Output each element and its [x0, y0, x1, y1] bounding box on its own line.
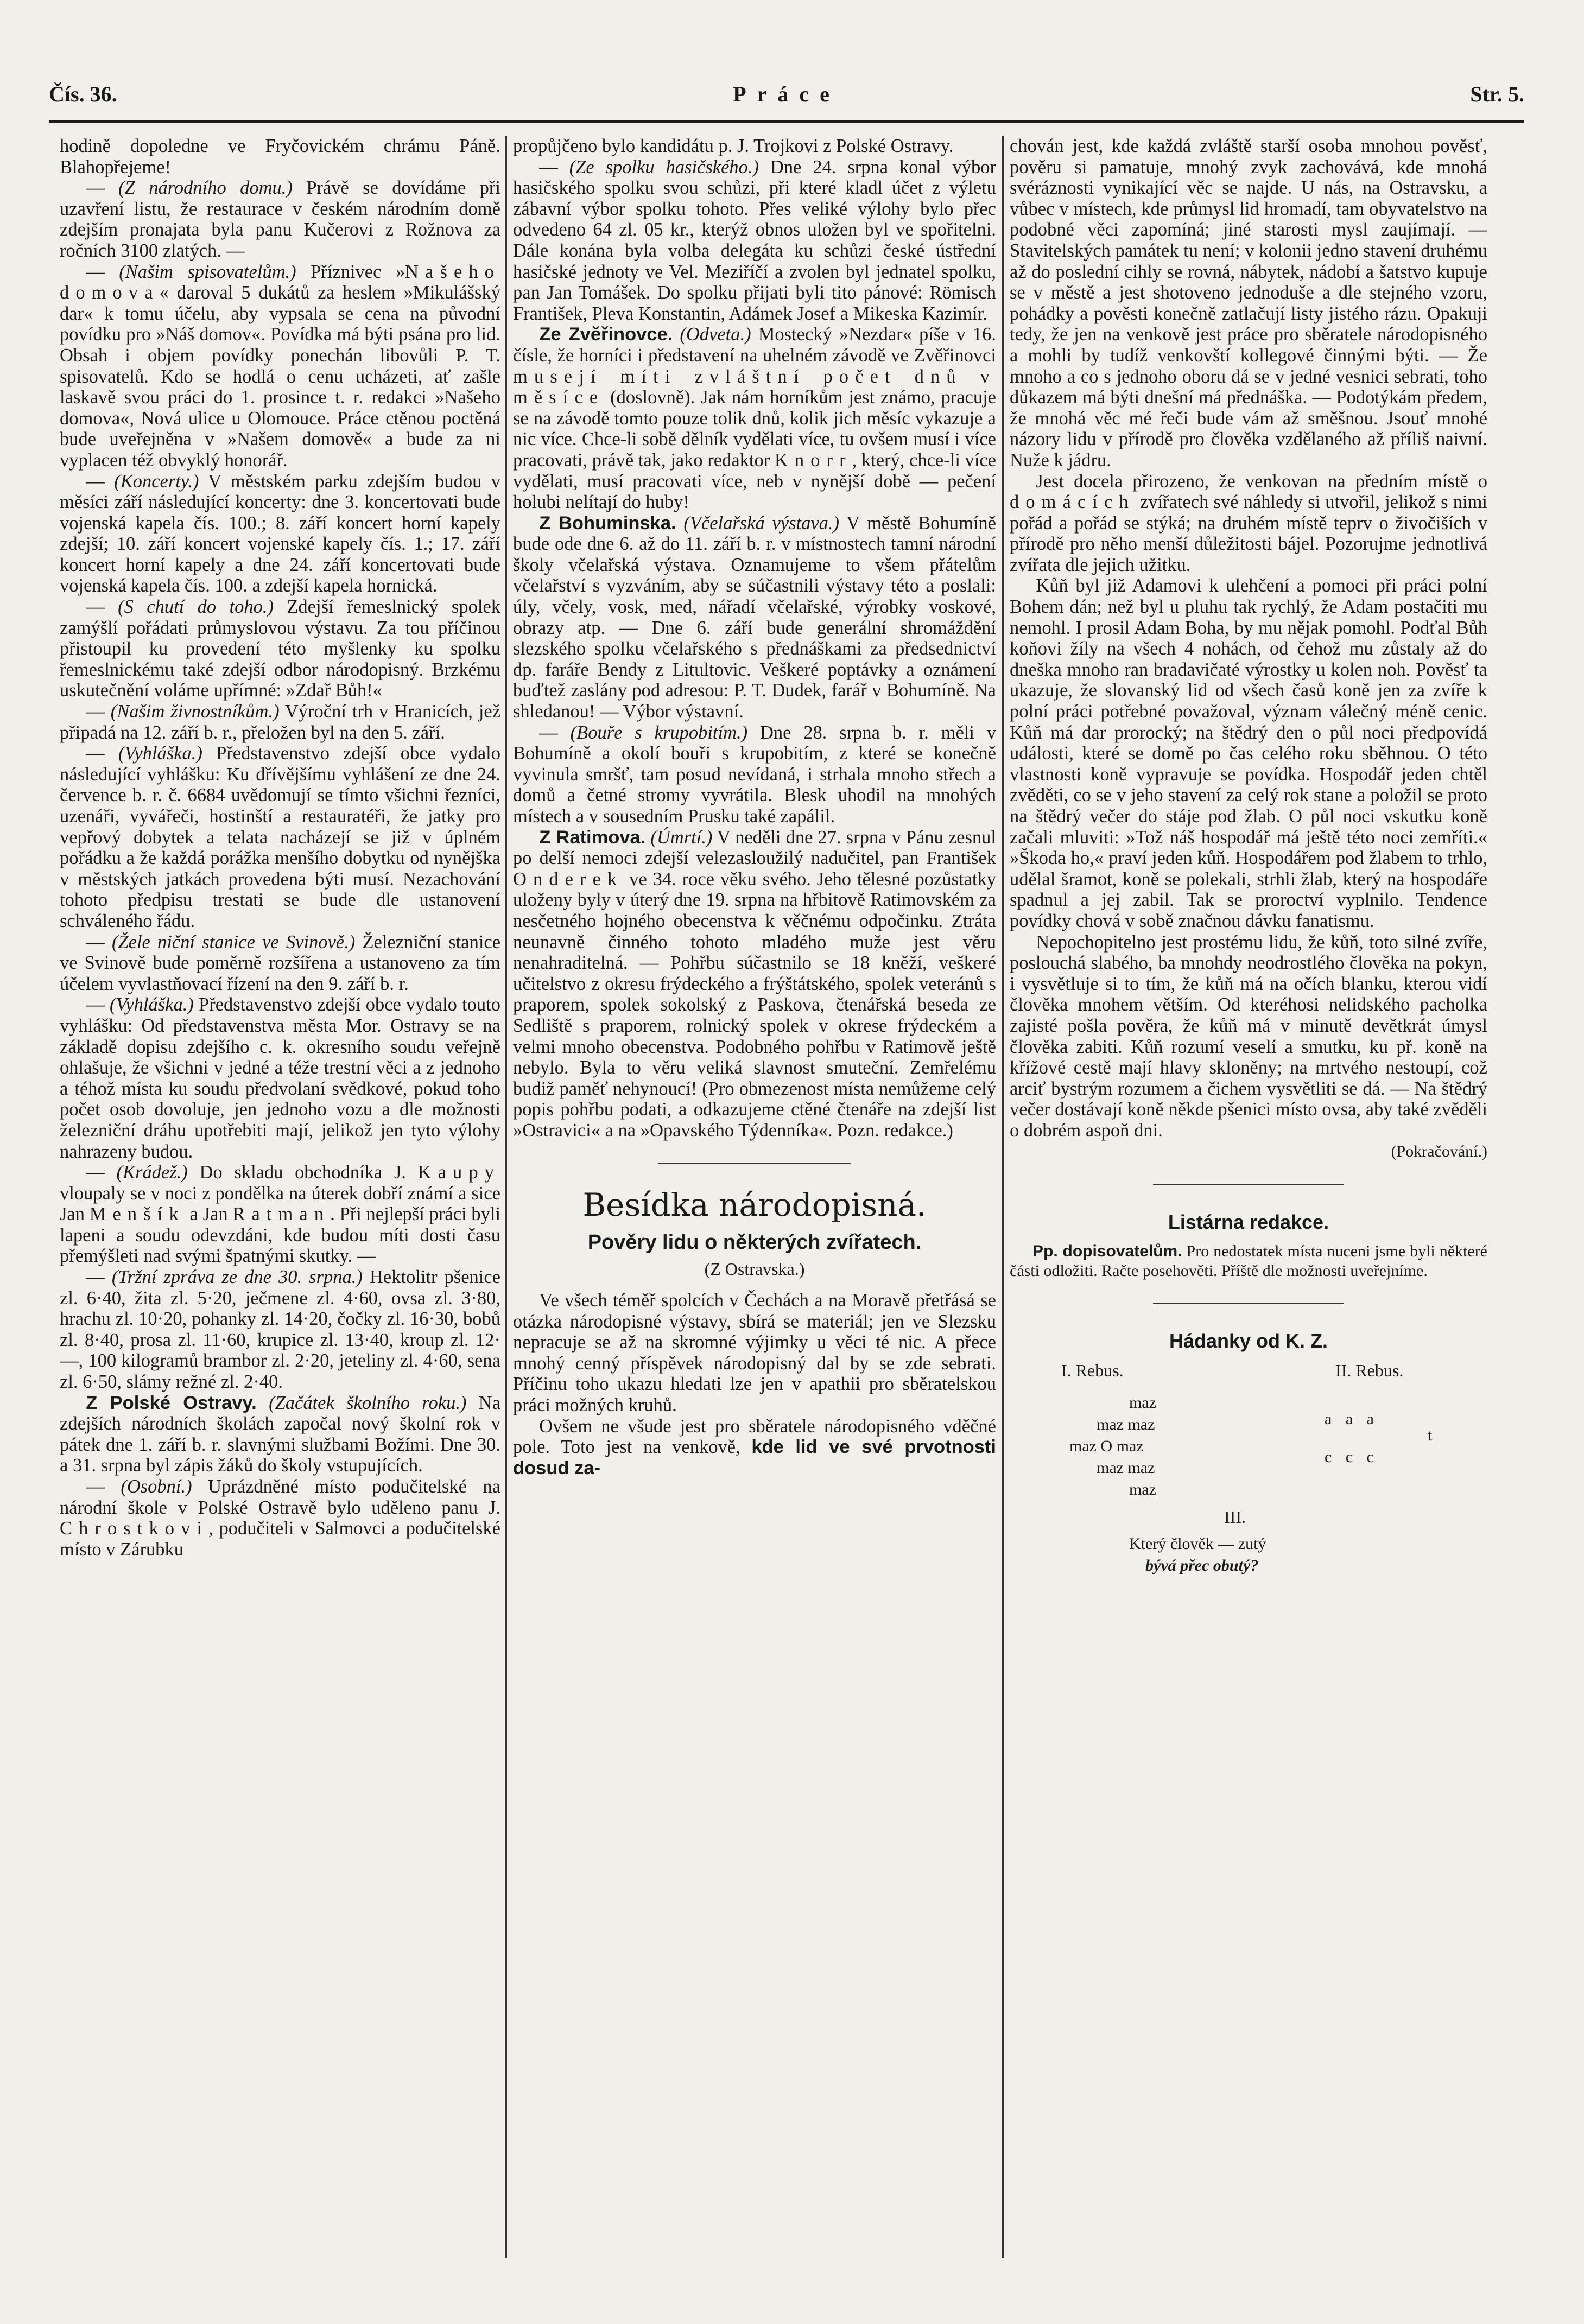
column-divider-1: [505, 136, 507, 2258]
item-text: Jest docela přirozeno, že venkovan na předním místě o: [1036, 471, 1487, 492]
rebus-2-letters: a a a: [1325, 1410, 1379, 1428]
column-divider-2: [1002, 136, 1004, 2258]
item-title: (Našim živnostníkům.): [110, 701, 280, 722]
item-title: (Odveta.): [680, 324, 751, 345]
item-title: (Osobní.): [121, 1476, 192, 1497]
issue-number: Čís. 36.: [49, 82, 117, 106]
place-heading: Z Polské Ostravy.: [86, 1392, 257, 1413]
item-text: Do skladu obchodníka J.: [199, 1162, 406, 1183]
riddles-title: Hádanky od K. Z.: [1169, 1329, 1328, 1352]
column-3: [1010, 136, 1487, 2285]
continued-note: (Pokračování.): [1391, 1142, 1487, 1160]
page-number: Str. 5.: [1470, 82, 1524, 106]
spaced-name: Onderek: [513, 868, 624, 890]
paragraph: chován jest, kde každá zvláště starší osoba mnohou pověsť, pověru si pamatuje, mnohý zvyk zachovává, kde mnohá svéráznosti vynikající věc se najde. U nás, na Ostravsku, a vůbec v místech, kde průmysl lid hromadí, tam obyvatelstvo na podobné věci zapomíná; jiné starosti mysl zaujímají. — Stavitelských památek tu není; v kolonii jedno stavení druhému až do poslední cihly se rovná, nábytek, nádobí a šatstvo kupuje se v městě a jest shotoveno jednoduše a dle stejného vzoru, pohádky a pověsti konečně zatlačují listy jistého rázu. Opakuji tedy, že jen na venkově jest práce pro sběratele národopisného a mohli by tudíž venkovští kollegové činnými býti. — Že mnoho a co s jednoho oboru dá se v jedné vesnici sebrati, toho důkazem má býti dnešní má přednáška. — Podotýkám předem, že mnohá věc mé řeči bude vám až směšnou. Jsouť mnohé názory lidu v přírodě pro člověka vzdělaného až příliš naivní. Nuže k jádru.: [1010, 136, 1487, 471]
news-item: [513, 513, 996, 722]
item-text: V městě Bohumíně bude ode dne 6. až do 11. září b. r. v místnostech tamní národní školy včelařská výstava. Oznamujeme to všem přátelům včelařství s vyzváním, aby se súčastnili výstavy této a poslali: úly, včely, vosk, med, nářadí včelařské, výrobky voskové, obrazy atp. — Dne 6. září bude generální shromáždění slezského spolku včelařského s přednáškami za předsednictví dp. faráře Bendy z Litultovic. Veškeré poptávky a oznámení buďtež zaslány pod adresou: P. T. Dudek, farář v Bohumíně. Na shledanou! — Výbor výstavní.: [513, 512, 996, 722]
rebus-1-word: maz: [1129, 1394, 1156, 1412]
spaced-name: Chrostkovi: [60, 1518, 209, 1539]
rebus-2-label: II. Rebus.: [1335, 1361, 1404, 1381]
header-rule: [49, 120, 1524, 123]
news-item: — (Tržní zpráva ze dne 30. srpna.) Hektolitr pšenice zl. 6·40, žita zl. 5·20, ječmene zl. 4·60, ovsa zl. 3·80, hrachu zl. 10·20, pohanky zl. 14·20, čočky zl. 16·30, bobů zl. 8·40, prosa zl. 11·60, krupice zl. 13·40, kroup zl. 12·—, 100 kilogramů brambor zl. 2·20, jeteliny zl. 4·60, sena zl. 6·50, slámy režné zl. 2·40.: [60, 1267, 500, 1393]
item-text: (doslovně). Jak nám horníkům jest známo, pracuje se na závodě tomto pouze tolik dnů, kolik jich měsíc vykazuje a nic více. Chce-li sobě dělník vydělati více, tu ovšem musí i více pracovati, právě tak, jako redaktor: [513, 387, 996, 471]
paragraph: Nepochopitelno jest prostému lidu, že kůň, toto silné zvíře, poslouchá slabého, ba mnohdy neodrostlého člověka na pokyn, i vysvětluje si to tím, že kůň má na očích blanku, kterou vidí člověka mnohem větším. Od kteréhosi nelidského pacholka zajisté pošla pověra, že kůň má v minutě devětkrát úmysl člověka zabiti. Kůň rozumí veselí a smutku, ku př. koně na křížové cestě mají hlavy skloněny; na mrtvého nestoupí, což arciť bystrým rozumem a čichem vysvětliti se dá. — Na štědrý večer dostávají koně někde pšenici místo ovsa, aby také zvěděli o dobrém aspoň dni.: [1010, 931, 1487, 1141]
rebus-1-label: I. Rebus.: [1061, 1361, 1124, 1381]
item-text: Mostecký »Nezdar« píše v 16. čísle, že horníci i představení na uhelném závodě ve Zvěřinovci: [513, 324, 996, 366]
paragraph: Kůň byl již Adamovi k ulehčení a pomoci při práci polní Bohem dán; než byl u pluhu tak rychlý, že Adam postačiti mu nemohl. I prosil Adam Boha, by mu nějak pomohl. Podťal Bůh koňovi žíly na všech 4 nohách, od čehož mu zůstaly až do dneška mnoho ran bradavičaté výrostky u kolen noh. Pověsť ta ukazuje, že slovanský lid od všech časů koně jen za zvíře k polní práci potřebné považoval, význam válečný méně cenic. Kůň má dar prorocký; na štědrý den o půl noci předpovídá události, které se domě po čas celého roku sběhnou. O této vlastnosti koně vypravuje se povídka. Hospodář jeden chtěl zvěděti, co se v jeho stavení za celý rok stane a položil se proto na štědrý večer do stáje pod žlab. O půl noci vskutku koně začali mluviti: »Tož náš hospodář má ještě této noci zemříti.« »Škoda ho,« praví jeden kůň. Hospodářem pod žlabem to trhlo, udělal šramot, koně se polekali, strhli žlab, který na hospodáře spadnul a jej zabil. Tak se proroctví vyplnilo. Tendence povídky chová v sobě značnou dávku fanatismu.: [1010, 575, 1487, 931]
item-title: (Vyhláška.): [118, 743, 202, 764]
rebus-1-word: maz O maz: [1069, 1437, 1144, 1456]
riddle-3-line: Který člověk — zutý: [1129, 1535, 1266, 1553]
column-2: [513, 136, 996, 2285]
item-text: Zdejší řemeslnický spolek zamýšlí pořádati průmyslovou výstavu. Za tou příčinou přistoupil ku provedení této myšlenky ku spolku řemeslnickému také zdejší odbor národopisný. Brzkému uskutečnění voláme upřímné: »Zdař Bůh!«: [60, 596, 500, 701]
item-text: zvířatech své náhledy si utvořil, jelikož s nimi pořád a pořád se stýká; na druhém místě teprv o živočiších v přírodě pro něho menší důležitosti bájel. Pozorujme jednotlivá zvířata dle jejich užitku.: [1010, 492, 1487, 575]
section-divider: [658, 1163, 851, 1164]
item-text: Dne 24. srpna konal výbor hasičského spolku svou schůzi, při které kladl účet z výletu zábavní výbor spolku tohoto. Přes veliké výlohy bylo přec odvedeno 64 zl. 05 kr., kterýž obnos uložen byl ve spořitelni. Dále konána byla volba delegáta ku schůzi české ústřední hasičské jednoty ve Vel. Meziříčí a zvolen byl jednatel spolku, pan Jan Tomášek. Do spolku přijati byli tito pánové: Römisch František, Pleva Konstantin, Adámek Josef a Mikeska Kazimír.: [513, 156, 996, 324]
editorial-note: [1010, 1242, 1487, 1281]
section-title: Besídka národopisná.: [582, 1186, 927, 1223]
item-title: (Začátek školního roku.): [269, 1392, 467, 1413]
spaced-name: Menšík: [89, 1204, 185, 1225]
section-subtitle: Pověry lidu o některých zvířatech.: [587, 1230, 922, 1254]
place-heading: Ze Zvěřinovce.: [539, 324, 673, 345]
item-text: Výroční trh v Hranicích, jež připadá na 12. září b. r., přeložen byl na den 5. září.: [60, 701, 500, 743]
editorial-box-title: Listárna redakce.: [1168, 1211, 1329, 1234]
paragraph: [513, 1416, 996, 1479]
spaced-name: Kaupy: [417, 1162, 500, 1183]
item-title: (Úmrtí.): [650, 827, 713, 848]
rebus-2-letter: t: [1428, 1426, 1433, 1445]
rebus-1-word: maz maz: [1097, 1415, 1155, 1434]
news-item: [60, 1393, 500, 1476]
note-label: Pp. dopisovatelům.: [1032, 1242, 1182, 1260]
item-text: . Při nejlepší práci byli lapeni a soudu odevzdáni, kde budou míti dosti času přemýšleti nad svými špatnými skutky. —: [60, 1204, 500, 1267]
item-title: (Bouře s krupobitím.): [570, 722, 748, 743]
place-heading: Z Bohuminska.: [539, 512, 676, 534]
item-title: (Včelařská výstava.): [683, 512, 840, 534]
rebus-1-word: maz maz: [1097, 1459, 1155, 1477]
news-item: — (Osobní.) Uprázdněné místo podučitelské na národní škole v Polské Ostravě bylo uděleno panu J. Chrostkovi, podučiteli v Salmovci a podučitelské místo v Zárubku: [60, 1476, 500, 1560]
item-text: Představenstvo zdejší obce vydalo touto vyhlášku: Od představenstva města Mor. Ostravy se na základě dopisu zdejšího c. k. okresního soudu veřejně ohlašuje, že všichni v jedné a téže trestní věci a z jednoho a téhož místa ku soudu předvolaní svědkové, pokud toho počet osob dovoluje, jen jednoho vozu a dle možnosti železniční dráhu upotřebiti mají, jelikož jen tyto výlohy nahrazeny budou.: [60, 994, 500, 1162]
item-text: , který, chce-li více vydělati, musí pracovati více, neb v nynější době — pečení holubi nelítají do huby!: [513, 449, 996, 513]
note-text: Pro nedostatek místa nuceni jsme byli některé části odložiti. Račte posehověti. Příště dle možnosti uveřejníme.: [1010, 1242, 1487, 1280]
news-item: — (Ze spolku hasičského.) Dne 24. srpna konal výbor hasičského spolku svou schůzi, při které kladl účet z výletu zábavní výbor spolku tohoto. Přes veliké výlohy bylo přec odvedeno 64 zl. 05 kr., kterýž obnos uložen byl ve spořitelni. Dále konána byla volba delegáta ku schůzi české ústřední hasičské jednoty ve Vel. Meziříčí a zvolen byl jednatel spolku, pan Jan Tomášek. Do spolku přijati byli tito pánové: Römisch František, Pleva Konstantin, Adámek Josef a Mikeska Kazimír.: [513, 156, 996, 324]
section-divider: [1153, 1303, 1344, 1304]
item-text: Dne 28. srpna b. r. měli v Bohumíně a okolí bouři s krupobitím, z které se konečně vyvinula smršť, tam posud nevídaná, i strhala mnoho střech a domů a četné stromy vyvrátila. Blesk uhodil na mnohých místech a v sousedním Prusku také zapálil.: [513, 722, 996, 827]
news-item: — (Koncerty.) V městském parku zdejším budou v měsíci září následující koncerty: dne 3. koncertovati bude vojenská kapela čís. 100.; 8. září koncert horní kapely zdejší; 10. září koncert vojenské kapely čís. 1.; 17. září koncert horní kapely a dne 24. září koncertovati bude vojenská kapela čís. 100. a zdejší kapela hornická.: [60, 471, 500, 596]
column-1: [60, 136, 500, 2285]
spaced-text: domácích: [1010, 492, 1135, 513]
news-item: — (Bouře s krupobitím.) Dne 28. srpna b. r. měli v Bohumíně a okolí bouři s krupobitím, z které se konečně vyvinula smršť, tam posud nevídaná, i strhala mnoho střech a domů a četné stromy vyvrátila. Blesk uhodil na mnohých místech a v sousedním Prusku také zapálil.: [513, 722, 996, 827]
item-title: (Tržní zpráva ze dne 30. srpna.): [111, 1267, 363, 1288]
bold-text: kde lid ve své prvotnosti dosud za-: [513, 1437, 996, 1478]
rebus-1-word: maz: [1129, 1481, 1156, 1499]
news-item: — (S chutí do toho.) Zdejší řemeslnický spolek zamýšlí pořádati průmyslovou výstavu. Za tou příčinou přistoupil ku provedení této myšlenky ku spolku řemeslnickému také zdejší odbor národopisný. Brzkému uskutečnění voláme upřímné: »Zdař Bůh!«: [60, 596, 500, 701]
item-title: (S chutí do toho.): [118, 596, 274, 618]
item-title: (Koncerty.): [114, 471, 199, 492]
paragraph: hodině dopoledne ve Fryčovickém chrámu Páně. Blahopřejeme!: [60, 136, 500, 177]
news-item: — (Vyhláška.) Představenstvo zdejší obce vydalo následující vyhlášku: Ku dřívějšímu vyhlášení ze dne 24. července b. r. č. 6684 uvědomují se tímto všichni řezníci, uzenáři, vyvářeči, hostinští a restauratéři, že jatky pro vepřový dobytek a telata nacházejí se již v úplném pořádku a že každá porážka menšího dobytku od nynějška v městských jatkách provedena býti musí. Nezachování tohoto předpisu trestati se bude dle ustanovení schváleného řádu.: [60, 743, 500, 931]
news-item: — (Žele niční stanice ve Svinově.) Železniční stanice ve Svinově bude poměrně rozšířena a ustanoveno za tím účelem vyvlastňovací řízení na den 9. září b. r.: [60, 931, 500, 994]
item-text: Železniční stanice ve Svinově bude poměrně rozšířena a ustanoveno za tím účelem vyvlastňovací řízení na den 9. září b. r.: [60, 931, 500, 994]
item-text: Ovšem ne všude jest pro sběratele národopisného vděčné pole. Toto jest na venkově,: [513, 1415, 996, 1458]
section-divider: [1153, 1184, 1344, 1185]
item-text: , podučiteli v Salmovci a podučitelské místo v Zárubku: [60, 1518, 500, 1560]
rebus-2-letters: c c c: [1325, 1448, 1379, 1466]
item-title: (Z národního domu.): [118, 177, 293, 199]
item-text: Uprázdněné místo podučitelské na národní škole v Polské Ostravě bylo uděleno panu J.: [60, 1476, 500, 1518]
spaced-text: musejí míti zvláštní počet dnů v měsíce: [513, 366, 996, 408]
item-text: Právě se dovídáme při uzavření listu, že restaurace v českém národním domě zdejším pronajata byla panu Kučerovi z Rožnova za ročních 3100 zlatých. —: [60, 177, 500, 261]
riddle-3-label: III.: [1224, 1507, 1246, 1527]
item-text: Hektolitr pšenice zl. 6·40, žita zl. 5·20, ječmene zl. 4·60, ovsa zl. 3·80, hrachu zl. 10·20, pohanky zl. 14·20, čočky zl. 16·30, bobů zl. 8·40, prosa zl. 11·60, krupice zl. 13·40, kroup zl. 12·—, 100 kilogramů brambor zl. 2·20, jeteliny zl. 4·60, sena zl. 6·50, slámy režné zl. 2·40.: [60, 1267, 500, 1393]
spaced-text: Našeho domova: [60, 261, 500, 303]
item-title: (Žele niční stanice ve Svinově.): [111, 931, 356, 953]
news-item: — (Našim spisovatelům.) Příznivec »Našeho domova« daroval 5 dukátů za heslem »Mikulášský dar« k tomu účelu, aby vypsala se cena na původní povídku pro »Náš domov«. Povídka má býti psána pro lid. Obsah i objem povídky ponechán libovůli P. T. spisovatelů. Kdo se hodlá o cenu ucházeti, ať zašle laskavě svou práci do 1. prosince t. r. redakci »Našeho domova«, Nová ulice u Olomouce. Práce ctěnou poctěná bude uveřejněna v »Našem domově« a bude za ni vyplacen též obvyklý honorář.: [60, 261, 500, 471]
news-item: — (Krádež.) Do skladu obchodníka J. Kaupy vloupaly se v noci z pondělka na úterek dobří známí a sice Jan Menšík a Jan Ratman. Při nejlepší práci byli lapeni a soudu odevzdáni, kde budou míti dosti času přemýšleti nad svými špatnými skutky. —: [60, 1162, 500, 1267]
item-text: vloupaly se v noci z pondělka na úterek dobří známí a sice Jan: [60, 1183, 500, 1225]
paragraph: [1010, 471, 1487, 576]
spaced-name: Knorr: [774, 449, 852, 471]
item-title: (Vyhláška.): [109, 994, 194, 1015]
item-text: Na zdejších národních školách započal nový školní rok v pátek dne 1. září b. r. slavnými službami Božími. Dne 30. a 31. srpna byl zápis žáků do školy vstupujících.: [60, 1392, 500, 1476]
spaced-name: Ratman: [232, 1204, 331, 1225]
riddles-block: [1010, 1360, 1487, 1664]
page-header: [49, 81, 1524, 125]
news-item: — (Vyhláška.) Představenstvo zdejší obce vydalo touto vyhlášku: Od představenstva města Mor. Ostravy se na základě dopisu zdejšího c. k. okresního soudu veřejně ohlašuje, že všichni v jedné a téže trestní věci a z jednoho a téhož místa ku soudu předvolaní svědkové, pokud toho počet osob dovoluje, jen jednoho vozu a dle možnosti železniční dráhu upotřebiti mají, jelikož jen tyto výlohy nahrazeny budou.: [60, 994, 500, 1162]
news-item: — (Našim živnostníkům.) Výroční trh v Hranicích, jež připadá na 12. září b. r., přeložen byl na den 5. září.: [60, 701, 500, 743]
news-item: — (Z národního domu.) Právě se dovídáme při uzavření listu, že restaurace v českém národním domě zdejším pronajata byla panu Kučerovi z Rožnova za ročních 3100 zlatých. —: [60, 177, 500, 261]
item-text: V neděli dne 27. srpna v Pánu zesnul po delší nemoci zdejší velezasloužilý nadučitel, pan František: [513, 827, 996, 869]
item-text: Představenstvo zdejší obce vydalo následující vyhlášku: Ku dřívějšímu vyhlášení ze dne 24. července b. r. č. 6684 uvědomují se tímto všichni řezníci, uzenáři, vyvářeči, hostinští a restauratéři, že jatky pro vepřový dobytek a telata nacházejí se již v úplném pořádku a že každá porážka menšího dobytku od nynějška v městských jatkách provedena býti musí. Nezachování tohoto předpisu trestati se bude dle ustanovení schváleného řádu.: [60, 743, 500, 931]
item-text: « daroval 5 dukátů za heslem »Mikulášský dar« k tomu účelu, aby vypsala se cena na původní povídku pro »Náš domov«. Povídka má býti psána pro lid. Obsah i objem povídky ponechán libovůli P. T. spisovatelů. Kdo se hodlá o cenu ucházeti, ať zašle laskavě svou práci do 1. prosince t. r. redakci »Našeho domova«, Nová ulice u Olomouce. Práce ctěnou poctěná bude uveřejněna v »Našem domově« a bude za ni vyplacen též obvyklý honorář.: [60, 282, 500, 471]
item-title: (Našim spisovatelům.): [119, 261, 296, 282]
item-title: (Krádež.): [116, 1162, 188, 1183]
section-author: (Z Ostravska.): [704, 1259, 805, 1279]
item-text: a Jan: [189, 1204, 228, 1225]
riddle-3-line: bývá přec obutý?: [1145, 1557, 1259, 1575]
item-text: V městském parku zdejším budou v měsíci září následující koncerty: dne 3. koncertovati bude vojenská kapela čís. 100.; 8. září koncert horní kapely zdejší; 10. září koncert vojenské kapely čís. 1.; 17. září koncert horní kapely a dne 24. září koncertovati bude vojenská kapela čís. 100. a zdejší kapela hornická.: [60, 471, 500, 596]
paragraph: propůjčeno bylo kandidátu p. J. Trojkovi z Polské Ostravy.: [513, 136, 954, 156]
item-title: (Ze spolku hasičského.): [569, 156, 759, 177]
place-heading: Z Ratimova.: [539, 827, 646, 848]
news-item: [513, 324, 996, 512]
item-text: ve 34. roce věku svého. Jeho tělesné pozůstatky uloženy byly v úterý dne 19. srpna na hřbitově Ratimovském za nesčetného hojného obecenstva k věčnému odpočinku. Ztráta neunavně činného tohoto mladého muže jest věru nenahraditelná. — Pohřbu súčastnilo se 18 kněží, veškeré učitelstvo z okresu frýdeckého a frýštátského, spolek veteránů s praporem, spolek sokolský z Paskova, čtenářská beseda ze Sedliště s praporem, rolnický spolek v okrese frýdeckém a velmi mnoho obecenstva. Podobného pohřbu v Ratimově ještě nebylo. Byla to věru veliká slavnost smuteční. Zemřelému budiž paměť nehynoucí! (Pro obmezenost místa nemůžeme celý popis pohřbu podati, a odkazujeme ctěné čtenáře na zdejší list »Ostravici« a na »Opavského Týdenníka«. Pozn. redakce.): [513, 868, 996, 1141]
item-text: Příznivec »: [311, 261, 405, 282]
paragraph: Ve všech téměř spolcích v Čechách a na Moravě přetřásá se otázka národopisné výstavy, sbírá se materiál; jen ve Slezsku nepracuje se až na skromné výjimky u věci té nic. A přece mnohý cenný příspěvek národopisný dal by se zde sebrati. Příčinu toho ukazu hledati lze jen v apathii pro sběratelskou práci možných kruhů.: [513, 1290, 996, 1416]
news-item: [513, 827, 996, 1141]
newspaper-title: Práce: [733, 82, 840, 106]
